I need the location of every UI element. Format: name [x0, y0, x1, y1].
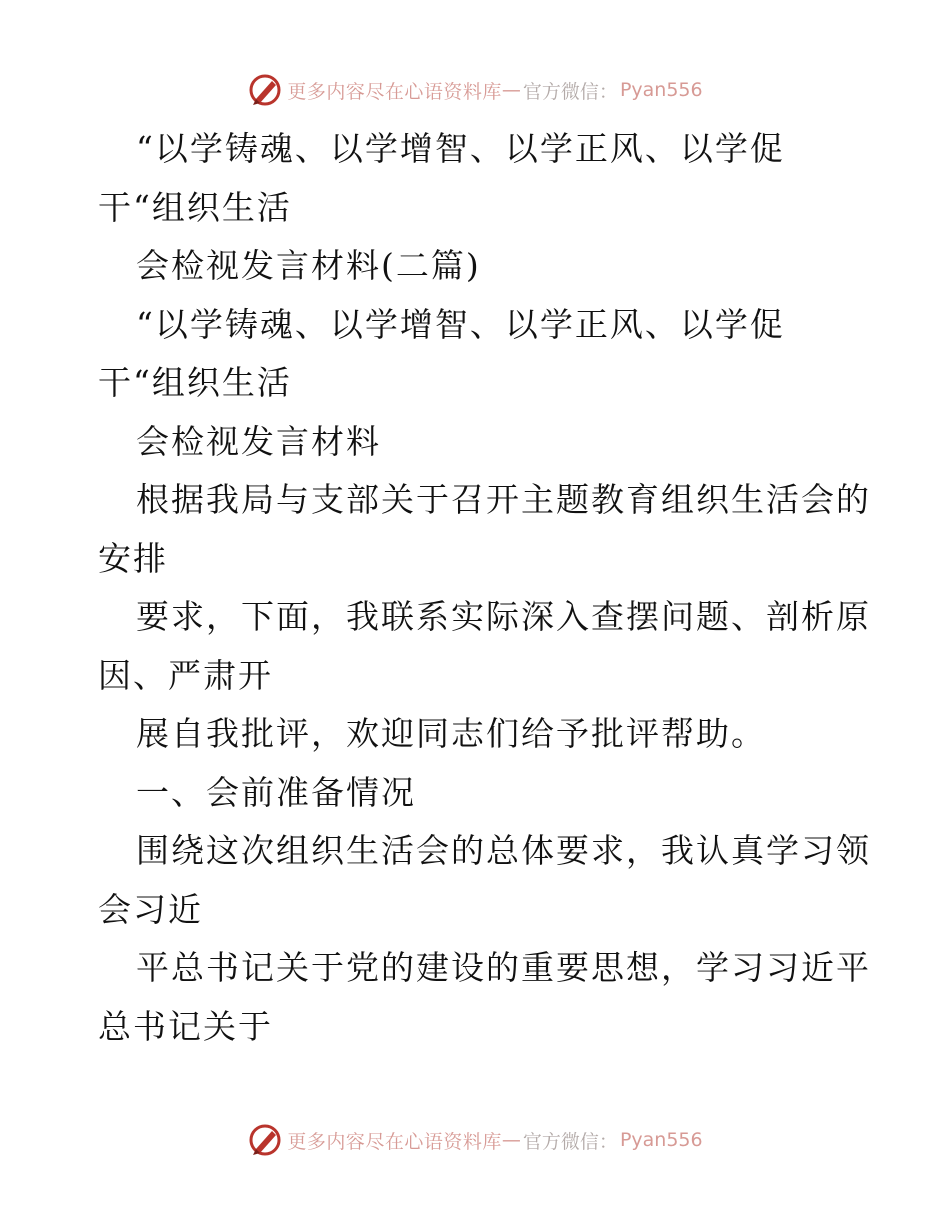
- header-watermark: [0, 70, 950, 110]
- text-line: 要求，下面，我联系实际深入查摆问题、剖析原: [136, 597, 871, 636]
- pen-logo-icon: [247, 72, 283, 108]
- text-line: 展自我批评，欢迎同志们给予批评帮助。: [136, 714, 766, 753]
- text-line: 因、严肃开: [98, 655, 273, 695]
- text-line: 围绕这次组织生活会的总体要求，我认真学习领: [136, 831, 871, 870]
- pen-logo-icon: [247, 1122, 283, 1158]
- footer-watermark: [0, 1120, 950, 1160]
- watermark-main-text: 更多内容尽在心语资料库: [287, 80, 502, 103]
- watermark-main-text: 更多内容尽在心语资料库: [287, 1130, 502, 1153]
- text-line: 会检视发言材料: [136, 421, 381, 461]
- text-line: “以学铸魂、以学增智、以学正风、以学促: [136, 129, 785, 168]
- text-line: 干“组织生活: [98, 363, 292, 402]
- text-line: 安排: [98, 538, 168, 578]
- watermark-wechat-id: Pyan556: [619, 1129, 703, 1151]
- watermark-dash: —: [501, 79, 521, 101]
- watermark-wechat-label: 官方微信：: [522, 1130, 618, 1153]
- document-body: [98, 120, 871, 1056]
- text-line: 会检视发言材料(二篇): [136, 246, 481, 285]
- text-line: 干“组织生活: [98, 187, 292, 227]
- watermark-dash: —: [501, 1129, 521, 1151]
- watermark-wechat-label: 官方微信：: [522, 80, 618, 103]
- text-line: 总书记关于: [98, 1006, 273, 1046]
- text-line: 平总书记关于党的建设的重要思想，学习习近平: [136, 948, 871, 987]
- section-heading: 一、会前准备情况: [136, 772, 416, 812]
- text-line: 根据我局与支部关于召开主题教育组织生活会的: [136, 480, 871, 519]
- text-line: “以学铸魂、以学增智、以学正风、以学促: [136, 304, 785, 344]
- watermark-wechat-id: Pyan556: [619, 79, 703, 101]
- text-line: 会习近: [98, 889, 203, 929]
